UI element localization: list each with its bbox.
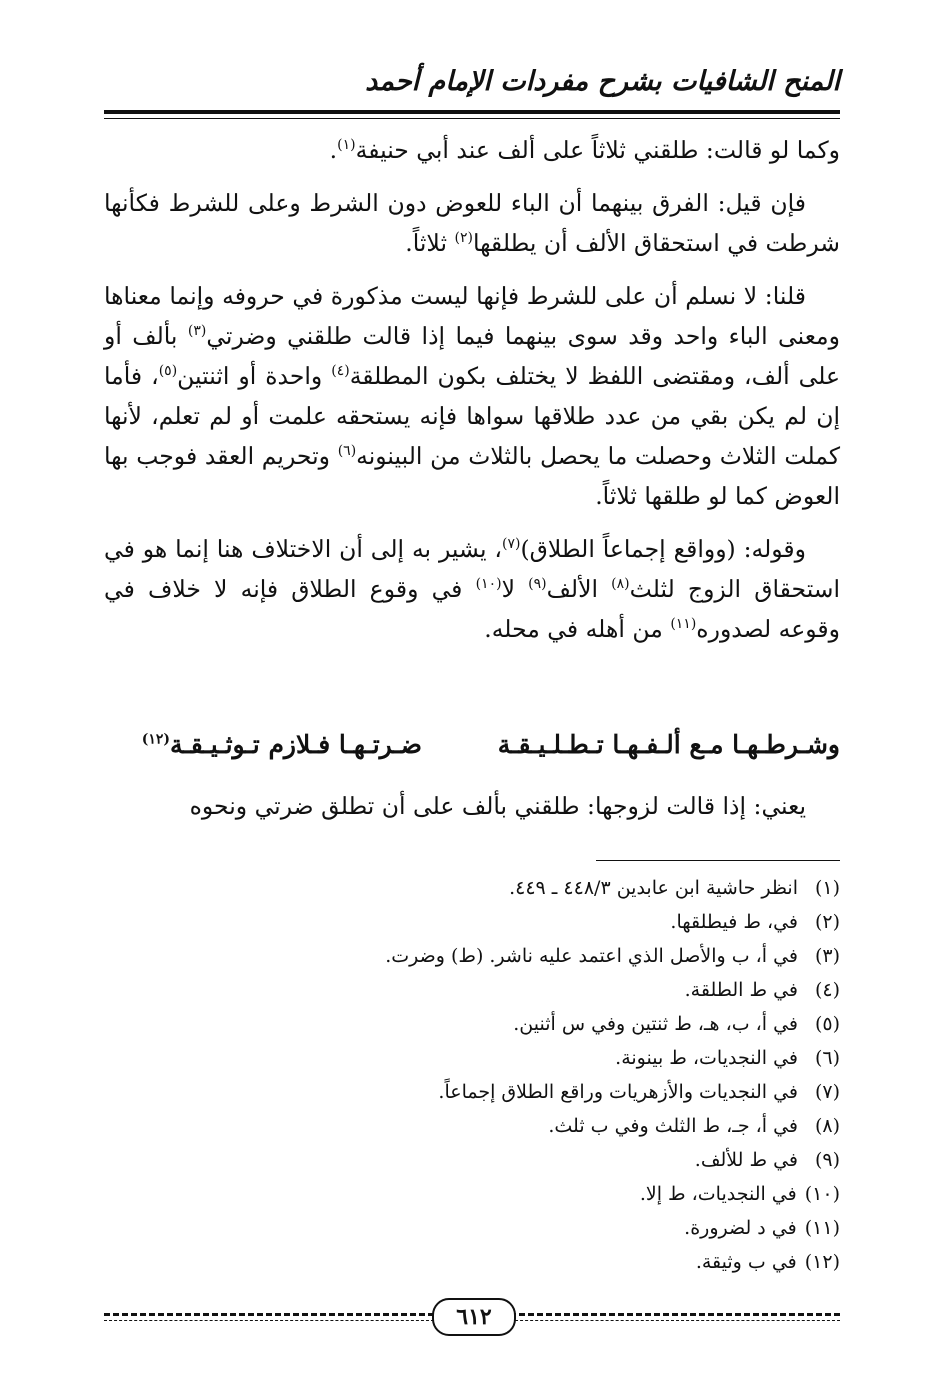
footnote-text: في ط الطلقة. — [684, 979, 798, 1001]
page-number: ٦١٢ — [432, 1298, 516, 1336]
footnote-number: (٤) — [814, 979, 840, 1001]
footnote-text: في أ، ب والأصل الذي اعتمد عليه ناشر. (ط) وضرت. — [385, 945, 798, 967]
paragraph-4-text-b: ، يشير به إلى أن الاختلاف هنا إنما هو في استحقاق الزوج لثلث — [104, 535, 840, 603]
footnote-item — [104, 905, 840, 939]
footnote-text: انظر حاشية ابن عابدين ٤٤٨/٣ ـ ٤٤٩. — [509, 877, 798, 899]
footnote-text: في، ط فيطلقها. — [670, 911, 798, 933]
main-text — [104, 130, 840, 662]
footnote-ref-9[interactable]: (٩) — [528, 576, 547, 593]
footnote-number: (١٠) — [804, 1183, 840, 1205]
paragraph-4-text-a: وقوله: (وواقع إجماعاً الطلاق) — [520, 535, 806, 563]
closing-line: يعني: إذا قالت لزوجها: طلقني بألف على أن تطلق ضرتي ونحوه — [189, 792, 806, 820]
footnote-number: (١٢) — [804, 1251, 840, 1273]
footnotes-list — [104, 871, 840, 1279]
footnote-text: في النجديات والأزهريات وراقع الطلاق إجماعاً. — [438, 1081, 798, 1103]
paragraph-3-text-c: واحدة أو اثنتين — [177, 362, 332, 390]
footnote-number: (٨) — [814, 1115, 840, 1137]
paragraph-4-text-f: من أهله في محله. — [484, 615, 671, 643]
footnote-number: (٩) — [814, 1149, 840, 1171]
paragraph-3-text-b: بألف أو على ألف، ومقتضى اللفظ لا يختلف بكون المطلقة — [104, 322, 840, 390]
footnote-ref-10[interactable]: (١٠) — [475, 576, 502, 593]
footnote-item — [104, 1177, 840, 1211]
header-rule-thin — [104, 118, 840, 119]
footnote-number: (٧) — [814, 1081, 840, 1103]
footnote-item — [104, 1211, 840, 1245]
footnote-ref-8[interactable]: (٨) — [611, 576, 630, 593]
footnote-separator — [596, 860, 840, 861]
footnote-ref-3[interactable]: (٣) — [187, 323, 207, 340]
running-head: المنح الشافيات بشرح مفردات الإمام أحمد — [365, 66, 840, 97]
paragraph-1-text: وكما لو قالت: طلقني ثلاثاً على ألف عند أبي حنيفة — [355, 136, 840, 164]
footer-rule-right-thin — [510, 1320, 840, 1321]
footer-rule-left-thin — [104, 1320, 434, 1321]
footnote-item — [104, 1007, 840, 1041]
header-rule-thick — [104, 110, 840, 114]
footnote-text: في النجديات، ط إلا. — [639, 1183, 797, 1205]
footnote-item — [104, 939, 840, 973]
footnote-number: (٥) — [814, 1013, 840, 1035]
paragraph-4-text-d: لا — [501, 575, 529, 603]
footnote-ref-1[interactable]: (١) — [337, 137, 356, 154]
footer-rule-left — [104, 1313, 434, 1316]
footnote-ref-2[interactable]: (٢) — [454, 230, 473, 247]
footnote-item — [104, 1143, 840, 1177]
paragraph-3-text-e: وتحريم العقد فوجب بها العوض كما لو طلقها ثلاثاً. — [104, 442, 840, 510]
footnote-number: (١١) — [804, 1217, 840, 1239]
footnote-text: في النجديات، ط بينونة. — [615, 1047, 798, 1069]
paragraph-3-text-a: قلنا: لا نسلم أن على للشرط فإنها ليست مذكورة في حروفه وإنما معناها ومعنى الباء واحد وقد سوى بينهما فيما إذا قالت طلقني وضرتي — [104, 282, 840, 350]
footnote-item — [104, 1245, 840, 1279]
paragraph-4 — [104, 529, 840, 649]
footnote-item — [104, 871, 840, 905]
footnote-item — [104, 973, 840, 1007]
paragraph-1 — [104, 130, 840, 170]
paragraph-1-tail: . — [329, 136, 338, 164]
verse-second-hemistich-text: ضـرتـهـا فـلازم تـوثـيـقـة — [170, 730, 422, 759]
paragraph-2-tail: ثلاثاً. — [405, 229, 455, 257]
footnote-ref-5[interactable]: (٥) — [158, 363, 178, 380]
footnote-number: (٣) — [814, 945, 840, 967]
footnote-ref-6[interactable]: (٦) — [337, 443, 357, 460]
footnote-item — [104, 1109, 840, 1143]
paragraph-2-text: فإن قيل: الفرق بينهما أن الباء للعوض دون الشرط وعلى للشرط فكأنها شرطت في استحقاق الألف أن يطلقها — [104, 189, 840, 257]
footnote-text: في د لضرورة. — [684, 1217, 797, 1239]
poem-verse — [104, 720, 840, 770]
footnote-ref-11[interactable]: (١١) — [670, 616, 697, 633]
paragraph-4-text-e: في وقوع الطلاق فإنه لا خلاف في وقوعه لصدوره — [104, 575, 840, 643]
footnote-ref-7[interactable]: (٧) — [501, 536, 521, 553]
footnote-number: (١) — [814, 877, 840, 899]
footnote-number: (٢) — [814, 911, 840, 933]
footnote-text: في ب وثيقة. — [695, 1251, 797, 1273]
footnote-number: (٦) — [814, 1047, 840, 1069]
footnote-text: في ط للألف. — [694, 1149, 798, 1171]
footer-rule-right — [510, 1313, 840, 1316]
paragraph-4-text-c: الألف — [546, 575, 612, 603]
footnote-text: في أ، ب، هـ، ط ثنتين وفي س أثنين. — [513, 1013, 798, 1035]
footnote-text: في أ، جـ، ط الثلث وفي ب ثلث. — [548, 1115, 798, 1137]
paragraph-3 — [104, 276, 840, 516]
paragraph-3-text-d: ، فأما إن لم يكن بقي من عدد طلاقها سواها فإنه يستحقه علمت أو لم تعلم، لأنها كملت الثلاث وحصلت ما يحصل بالثلاث من البينونه — [104, 362, 841, 470]
footnote-ref-4[interactable]: (٤) — [331, 363, 350, 380]
paragraph-2 — [104, 183, 840, 263]
footnote-item — [104, 1075, 840, 1109]
footnote-item — [104, 1041, 840, 1075]
footnote-ref-12[interactable]: (١٢) — [141, 731, 171, 748]
verse-second-hemistich — [142, 720, 422, 770]
verse-first-hemistich: وشـرطـهـا مـع ألـفـهـا تـطـلـيـقـة — [497, 730, 840, 759]
